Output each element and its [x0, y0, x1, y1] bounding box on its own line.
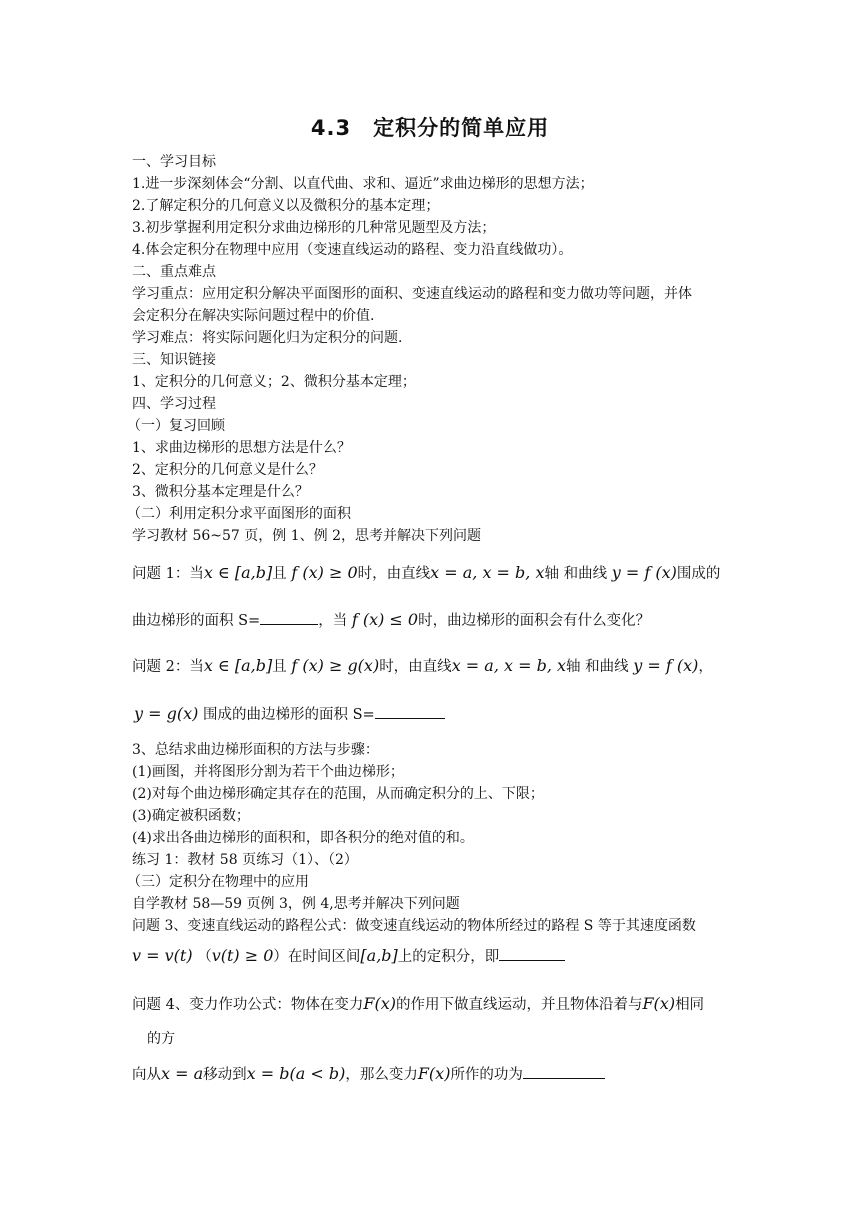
text-run: 问题 4、变力作功公式：物体在变力 [132, 997, 364, 1013]
question-2-continuation [134, 704, 445, 725]
math-expression: F(x) [642, 994, 676, 1013]
subsection-heading: （三）定积分在物理中的应用 [127, 874, 309, 890]
math-expression: y = g(x) [134, 704, 199, 723]
text-run: 问题 1：当 [132, 566, 204, 582]
math-expression: x = b(a < b) [246, 1064, 346, 1083]
text-run: ， [698, 659, 713, 675]
text-line: 会定积分在解决实际问题过程中的价值. [132, 308, 375, 324]
text-line: (4)求出各曲边梯形的面积和，即各积分的绝对值的和。 [132, 830, 474, 846]
text-line: 学习教材 56~57 页，例 1、例 2，思考并解决下列问题 [132, 528, 481, 544]
math-expression: y = f (x) [633, 656, 699, 675]
text-line: (3)确定被积函数； [132, 808, 250, 824]
math-expression: x ∈ [a,b] [203, 563, 273, 582]
section-heading: 一、学习目标 [132, 154, 216, 170]
page-title: 4.3 定积分的简单应用 [310, 116, 550, 140]
text-run: 时，由直线 [357, 566, 431, 582]
text-line: 2.了解定积分的几何意义以及微积分的基本定理； [132, 198, 440, 214]
math-expression: x = a [161, 1064, 204, 1083]
text-line: 学习难点：将实际问题化归为定积分的问题. [132, 330, 403, 346]
answer-blank[interactable] [499, 946, 565, 961]
answer-blank[interactable] [260, 610, 318, 625]
section-heading: 四、学习过程 [132, 396, 216, 412]
text-run: 围成的 [676, 566, 721, 582]
text-run: ，当 [318, 613, 348, 629]
subsection-heading: （一）复习回顾 [127, 418, 225, 434]
text-line: 4.体会定积分在物理中应用（变速直线运动的路程、变力沿直线做功）。 [132, 242, 573, 258]
math-expression: y = f (x) [611, 563, 677, 582]
math-expression: v = v(t) [132, 946, 193, 965]
math-expression: x = a, x = b, x [430, 563, 545, 582]
text-run: 时，曲边梯形的面积会有什么变化？ [418, 613, 651, 629]
question-4-line [132, 994, 704, 1015]
math-expression: v(t) ≥ 0 [211, 946, 274, 965]
section-heading: 三、知识链接 [132, 352, 216, 368]
text-line: 自学教材 58—59 页例 3，例 4,思考并解决下列问题 [132, 896, 460, 912]
text-run: 上的定积分，即 [397, 949, 500, 965]
text-run: 围成的曲边梯形的面积 S= [202, 707, 375, 723]
text-run: 向从 [132, 1067, 161, 1083]
math-expression: f (x) ≥ 0 [291, 563, 358, 582]
text-run: （ [197, 949, 212, 965]
text-line: 1、求曲边梯形的思想方法是什么？ [132, 440, 351, 456]
math-expression: [a,b] [360, 946, 398, 965]
text-line: 学习重点：应用定积分解决平面图形的面积、变速直线运动的路程和变力做功等问题，并体 [132, 286, 692, 302]
math-expression: F(x) [417, 1064, 451, 1083]
text-line: 的方 [147, 1031, 175, 1047]
text-run: 的作用下做直线运动，并且物体沿着与 [395, 997, 643, 1013]
text-line: (1)画图，并将图形分割为若干个曲边梯形； [132, 764, 404, 780]
text-run: ）在时间区间 [273, 949, 361, 965]
math-expression: f (x) ≤ 0 [351, 610, 419, 629]
text-line: 问题 3、变速直线运动的路程公式：做变速直线运动的物体所经过的路程 S 等于其速度函数 [132, 918, 696, 934]
text-line: 练习 1：教材 58 页练习（1）、（2） [132, 852, 358, 868]
text-run: 所作的功为 [450, 1067, 523, 1083]
answer-blank[interactable] [375, 704, 445, 719]
text-line: 3.初步掌握利用定积分求曲边梯形的几种常见题型及方法； [132, 220, 496, 236]
text-run: 相同 [675, 997, 705, 1013]
text-run: 移动到 [203, 1067, 247, 1083]
math-expression: x ∈ [a,b] [203, 656, 273, 675]
text-line: 1、定积分的几何意义；2、微积分基本定理； [132, 374, 416, 390]
question-3-continuation [132, 946, 565, 967]
text-line: 2、定积分的几何意义是什么？ [132, 462, 323, 478]
text-run: 时，由直线 [379, 659, 452, 675]
text-line: 3、微积分基本定理是什么？ [132, 484, 309, 500]
question-2-line [132, 656, 713, 677]
question-1-line [132, 563, 720, 584]
section-heading: 二、重点难点 [132, 264, 216, 280]
text-run: 且 [272, 566, 287, 582]
text-run: 轴 和曲线 [544, 566, 608, 582]
text-line: (2)对每个曲边梯形确定其存在的范围，从而确定积分的上、下限； [132, 786, 544, 802]
math-expression: F(x) [363, 994, 396, 1013]
text-run: 曲边梯形的面积 S= [132, 613, 261, 629]
text-run: ，那么变力 [345, 1067, 418, 1083]
text-line: 1.进一步深刻体会“分割、以直代曲、求和、逼近”求曲边梯形的思想方法； [132, 176, 594, 192]
question-1-continuation [132, 610, 650, 631]
math-expression: f (x) ≥ g(x) [291, 656, 380, 675]
text-line: 3、总结求曲边梯形面积的方法与步骤： [132, 742, 379, 758]
subsection-heading: （二）利用定积分求平面图形的面积 [127, 506, 351, 522]
question-4-continuation [132, 1064, 605, 1085]
answer-blank[interactable] [523, 1064, 605, 1079]
text-run: 且 [272, 659, 287, 675]
text-run: 问题 2：当 [132, 659, 204, 675]
math-expression: x = a, x = b, x [451, 656, 567, 675]
text-run: 轴 和曲线 [566, 659, 629, 675]
